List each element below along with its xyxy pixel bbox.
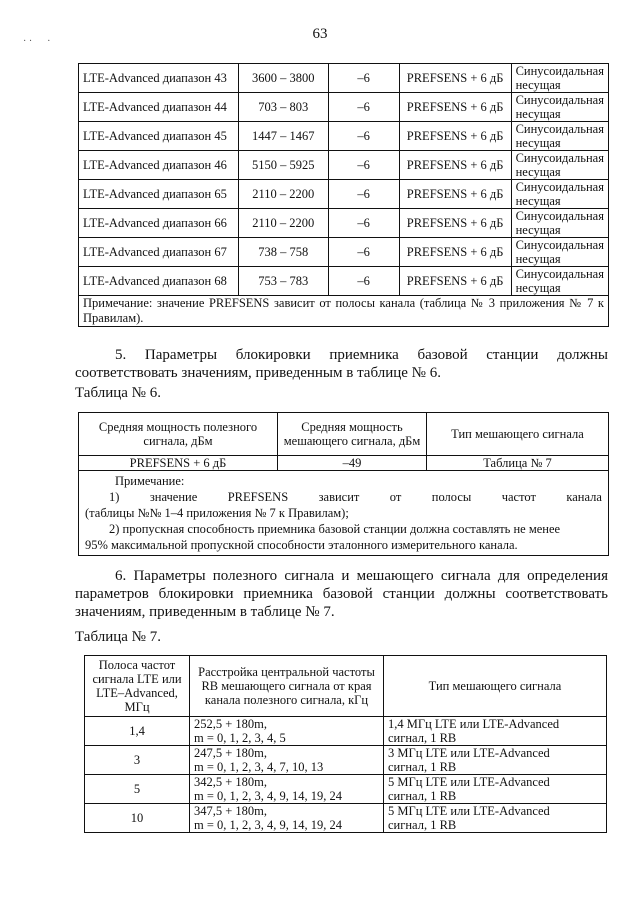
table6-note-1-cont: (таблицы №№ 1–4 приложения № 7 к Правилам); (85, 506, 349, 520)
table-row (79, 151, 609, 180)
table1-cell-ref: PREFSENS + 6 дБ (399, 180, 511, 209)
table1-cell-freq: 1447 – 1467 (238, 122, 328, 151)
table-row (85, 775, 607, 804)
type-line: 5 МГц LTE или LTE-Advanced (388, 775, 550, 789)
table6-note-title: Примечание: (115, 474, 185, 488)
table1-cell-freq: 2110 – 2200 (238, 209, 328, 238)
table7-cell-bw: 3 (85, 746, 190, 775)
offset-line: 252,5 + 180m, (194, 717, 268, 731)
note1-word: полосы (431, 490, 472, 504)
caption-table-7: Таблица № 7. (75, 629, 161, 645)
table1-cell-band: LTE-Advanced диапазон 46 (79, 151, 239, 180)
table7-cell-type (384, 775, 607, 804)
table1-cell-type: Синусоидальная несущая (511, 93, 608, 122)
table7-cell-offset (190, 717, 384, 746)
table7-cell-bw: 1,4 (85, 717, 190, 746)
note1-word: канала (566, 490, 602, 504)
offset-line: 347,5 + 180m, (194, 804, 268, 818)
table1-cell-ref: PREFSENS + 6 дБ (399, 209, 511, 238)
table-row (79, 93, 609, 122)
table6-header-type: Тип мешающего сигнала (427, 413, 609, 456)
table1-cell-freq: 703 – 803 (238, 93, 328, 122)
table1-cell-type: Синусоидальная несущая (511, 209, 608, 238)
table6-value-type: Таблица № 7 (427, 456, 609, 471)
table7-cell-type (384, 717, 607, 746)
note1-word: PREFSENS (227, 490, 289, 504)
type-line: 1,4 МГц LTE или LTE-Advanced (388, 717, 560, 731)
table1-cell-level: –6 (328, 64, 399, 93)
table6-note-2-cont: 95% максимальной пропускной способности эталонного измерительного канала. (85, 538, 518, 552)
table7-cell-offset (190, 775, 384, 804)
type-line: сигнал, 1 RB (388, 789, 457, 803)
table1-cell-freq: 5150 – 5925 (238, 151, 328, 180)
table1-cell-band: LTE-Advanced диапазон 45 (79, 122, 239, 151)
type-line: 3 МГц LTE или LTE-Advanced (388, 746, 550, 760)
table1-cell-freq: 753 – 783 (238, 267, 328, 296)
table1-cell-level: –6 (328, 238, 399, 267)
table-blocking-bands (78, 63, 609, 327)
table1-cell-level: –6 (328, 180, 399, 209)
table1-cell-band: LTE-Advanced диапазон 65 (79, 180, 239, 209)
table1-cell-level: –6 (328, 267, 399, 296)
table6-note-2-line: 2) пропускная способность приемника базовой станции должна составлять не менее (109, 522, 561, 536)
table7-cell-offset (190, 804, 384, 833)
table7-cell-offset (190, 746, 384, 775)
table1-cell-level: –6 (328, 151, 399, 180)
type-line: сигнал, 1 RB (388, 731, 457, 745)
table-row (85, 746, 607, 775)
table1-cell-level: –6 (328, 93, 399, 122)
table1-cell-ref: PREFSENS + 6 дБ (399, 93, 511, 122)
note1-word: значение (149, 490, 198, 504)
note1-word: зависит (318, 490, 360, 504)
table7-cell-bw: 5 (85, 775, 190, 804)
table-row (85, 804, 607, 833)
table-row (85, 717, 607, 746)
table1-cell-level: –6 (328, 122, 399, 151)
offset-line: m = 0, 1, 2, 3, 4, 5 (194, 731, 286, 745)
table6-note-1-line (85, 489, 602, 505)
table1-cell-type: Синусоидальная несущая (511, 151, 608, 180)
table-row (79, 209, 609, 238)
table6-header-interferer: Средняя мощность мешающего сигнала, дБм (278, 413, 427, 456)
table1-cell-ref: PREFSENS + 6 дБ (399, 64, 511, 93)
table7-header-type: Тип мешающего сигнала (384, 656, 607, 717)
table1-note: Примечание: значение PREFSENS зависит от полосы канала (таблица № 3 приложения № 7 к Правилам). (79, 296, 609, 327)
offset-line: m = 0, 1, 2, 3, 4, 9, 14, 19, 24 (194, 789, 343, 803)
note1-word: от (389, 490, 402, 504)
table7-cell-type (384, 804, 607, 833)
table7-header-bw: Полоса частот сигнала LTE или LTE–Advanced, МГц (85, 656, 190, 717)
table-row (79, 267, 609, 296)
offset-line: 342,5 + 180m, (194, 775, 268, 789)
offset-line: 247,5 + 180m, (194, 746, 268, 760)
table-row (79, 122, 609, 151)
note1-word: 1) (109, 490, 120, 504)
table1-cell-freq: 738 – 758 (238, 238, 328, 267)
caption-table-6: Таблица № 6. (75, 385, 161, 401)
offset-line: m = 0, 1, 2, 3, 4, 7, 10, 13 (194, 760, 324, 774)
table7-cell-bw: 10 (85, 804, 190, 833)
table1-cell-freq: 2110 – 2200 (238, 180, 328, 209)
table6-value-wanted: PREFSENS + 6 дБ (79, 456, 278, 471)
table-7 (84, 655, 607, 833)
offset-line: m = 0, 1, 2, 3, 4, 9, 14, 19, 24 (194, 818, 343, 832)
table-6 (78, 412, 609, 556)
table6-header-wanted: Средняя мощность полезного сигнала, дБм (79, 413, 278, 456)
paragraph-5: 5. Параметры блокировки приемника базовой станции должны соответствовать значениям, приведенным в таблице № 6. (75, 347, 608, 381)
table1-cell-type: Синусоидальная несущая (511, 267, 608, 296)
table1-cell-level: –6 (328, 209, 399, 238)
table-row (79, 296, 609, 327)
table1-cell-band: LTE-Advanced диапазон 68 (79, 267, 239, 296)
page-number: 63 (312, 26, 328, 42)
note1-word: частот (501, 490, 536, 504)
table-row (79, 64, 609, 93)
table1-cell-band: LTE-Advanced диапазон 67 (79, 238, 239, 267)
table1-cell-ref: PREFSENS + 6 дБ (399, 238, 511, 267)
table1-cell-type: Синусоидальная несущая (511, 64, 608, 93)
type-line: сигнал, 1 RB (388, 760, 457, 774)
scan-marks: · · · (23, 36, 51, 47)
table1-cell-freq: 3600 – 3800 (238, 64, 328, 93)
table1-cell-ref: PREFSENS + 6 дБ (399, 151, 511, 180)
table7-header-offset: Расстройка центральной частоты RB мешающего сигнала от края канала полезного сигнала, кГц (190, 656, 384, 717)
table1-cell-ref: PREFSENS + 6 дБ (399, 267, 511, 296)
table1-cell-band: LTE-Advanced диапазон 44 (79, 93, 239, 122)
table1-cell-type: Синусоидальная несущая (511, 180, 608, 209)
table-row (79, 180, 609, 209)
table-row (79, 238, 609, 267)
paragraph-6: 6. Параметры полезного сигнала и мешающего сигнала для определения параметров блокировки приемника базовой станции должны соответствовать значениям, приведенным в таблице № 7. (75, 568, 608, 620)
table7-cell-type (384, 746, 607, 775)
table1-cell-band: LTE-Advanced диапазон 43 (79, 64, 239, 93)
type-line: 5 МГц LTE или LTE-Advanced (388, 804, 550, 818)
type-line: сигнал, 1 RB (388, 818, 457, 832)
table6-value-interferer: –49 (278, 456, 427, 471)
table1-cell-type: Синусоидальная несущая (511, 238, 608, 267)
table1-cell-ref: PREFSENS + 6 дБ (399, 122, 511, 151)
table6-note (79, 471, 609, 556)
table1-cell-type: Синусоидальная несущая (511, 122, 608, 151)
table1-cell-band: LTE-Advanced диапазон 66 (79, 209, 239, 238)
